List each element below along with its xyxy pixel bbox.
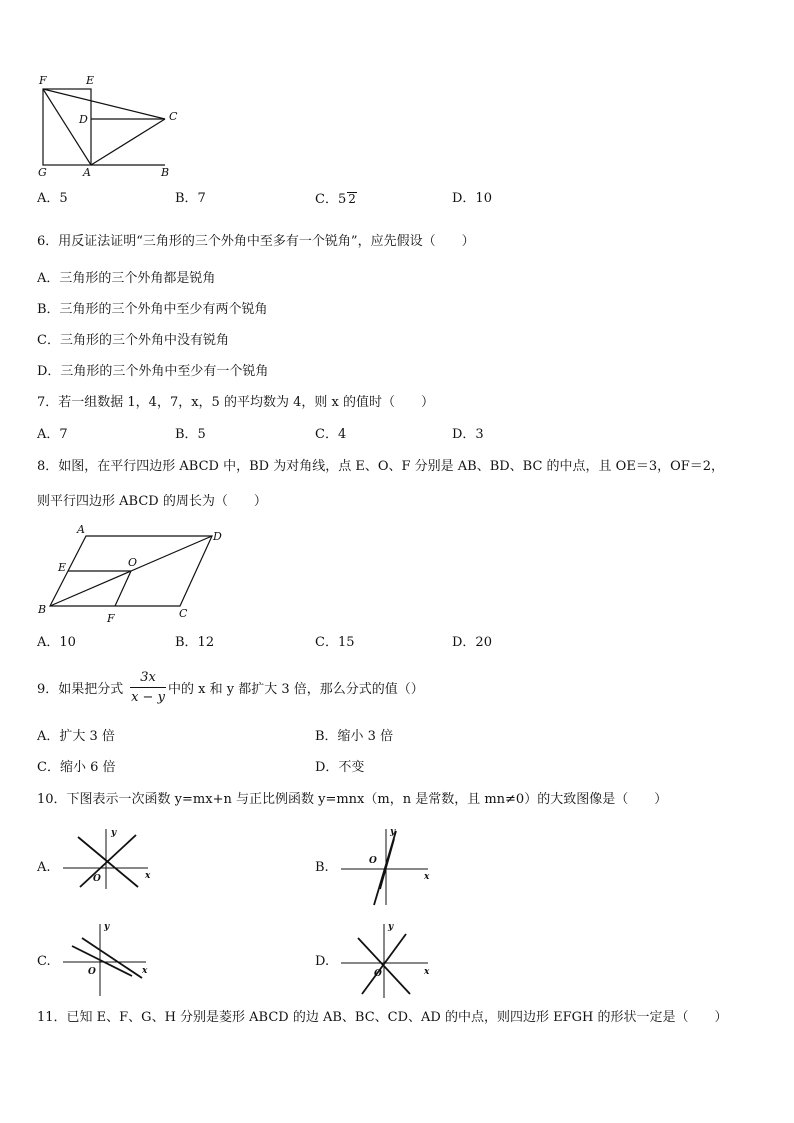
q10-c-origin-label: O — [88, 967, 96, 977]
q10-d-y-label: y — [388, 922, 394, 932]
q10-option-d[interactable]: D. — [315, 954, 330, 969]
q8-label-e: E — [58, 561, 67, 574]
q10-a-y-label: y — [111, 828, 117, 838]
q9-stem-prefix: 9．如果把分式 — [37, 682, 124, 697]
q10-graph-c — [58, 920, 158, 1000]
q5-line-fa — [43, 89, 91, 165]
q8-option-c[interactable]: C．15 — [315, 635, 355, 650]
q8-label-o: O — [128, 556, 138, 569]
q8-stem-line1: 8．如图，在平行四边形 ABCD 中，BD 为对角线，点 E、O、F 分别是 AB、BD、BC 的中点，且 OE＝3，OF＝2， — [37, 459, 725, 474]
q10-stem: 10．下图表示一次函数 y=mx+n 与正比例函数 y=mnx（m，n 是常数，且 mn≠0）的大致图像是（ ） — [37, 792, 668, 807]
q9-fraction — [130, 670, 166, 705]
q8-option-d[interactable]: D．20 — [452, 635, 492, 650]
q7-option-b[interactable]: B．5 — [175, 427, 206, 442]
q7-option-c[interactable]: C．4 — [315, 427, 347, 442]
q5-label-b: B — [161, 166, 170, 179]
q6-option-b[interactable]: B．三角形的三个外角中至少有两个锐角 — [37, 302, 268, 317]
q5-option-d[interactable]: D．10 — [452, 191, 492, 206]
q5-option-a[interactable]: A．5 — [37, 191, 68, 206]
q5-line-ac — [91, 119, 165, 165]
q5-label-g: G — [38, 166, 47, 179]
q8-figure — [34, 520, 234, 628]
q8-label-d: D — [213, 530, 222, 543]
q6-option-d[interactable]: D．三角形的三个外角中至少有一个锐角 — [37, 364, 269, 379]
q7-stem: 7．若一组数据 1，4，7，x，5 的平均数为 4，则 x 的值时（ ） — [37, 395, 434, 410]
q5-label-f: F — [39, 74, 47, 87]
q5-option-c-prefix: C．5 — [315, 192, 347, 207]
q9-stem-suffix: 中的 x 和 y 都扩大 3 倍，那么分式的值（） — [168, 682, 424, 697]
q9-option-b[interactable]: B．缩小 3 倍 — [315, 729, 394, 744]
q10-graph-b — [336, 825, 436, 910]
q10-c-x-label: x — [142, 966, 148, 976]
q9-option-c[interactable]: C．缩小 6 倍 — [37, 760, 116, 775]
q10-option-b[interactable]: B. — [315, 860, 329, 875]
q5-label-a: A — [83, 166, 91, 179]
q10-c-y-label: y — [104, 922, 110, 932]
q9-fraction-numerator: 3x — [140, 670, 156, 685]
q11-stem: 11．已知 E、F、G、H 分别是菱形 ABCD 的边 AB、BC、CD、AD 的中点，则四边形 EFGH 的形状一定是（ ） — [37, 1010, 728, 1025]
q8-label-f: F — [107, 612, 115, 625]
q10-b-line2 — [380, 839, 394, 889]
q9-option-a[interactable]: A．扩大 3 倍 — [37, 729, 115, 744]
q10-graph-a — [58, 825, 158, 895]
q5-label-e: E — [86, 74, 95, 87]
q8-option-b[interactable]: B．12 — [175, 635, 215, 650]
q10-graph-d — [336, 920, 436, 1000]
q10-b-y-label: y — [390, 827, 396, 837]
q10-a-x-label: x — [145, 871, 151, 881]
q10-option-c[interactable]: C. — [37, 954, 51, 969]
q9-fraction-denominator: x − y — [131, 690, 165, 705]
q10-option-a[interactable]: A. — [37, 860, 51, 875]
q10-b-origin-label: O — [369, 856, 377, 866]
q10-d-origin-label: O — [374, 969, 382, 979]
q5-label-c: C — [169, 110, 178, 123]
q5-figure — [34, 72, 194, 182]
q5-label-d: D — [79, 113, 88, 126]
q10-b-x-label: x — [424, 872, 430, 882]
q5-line-fc — [43, 89, 165, 119]
q5-option-c[interactable] — [315, 192, 357, 206]
q6-option-a[interactable]: A．三角形的三个外角都是锐角 — [37, 271, 216, 286]
q7-option-d[interactable]: D．3 — [452, 427, 484, 442]
q8-label-b: B — [38, 603, 47, 616]
q8-stem-line2: 则平行四边形 ABCD 的周长为（ ） — [37, 494, 267, 509]
q7-option-a[interactable]: A．7 — [37, 427, 68, 442]
q10-a-origin-label: O — [93, 874, 101, 884]
q6-stem: 6．用反证法证明“三角形的三个外角中至多有一个锐角”，应先假设（ ） — [37, 234, 475, 249]
q9-option-d[interactable]: D．不变 — [315, 760, 365, 775]
q8-label-a: A — [77, 523, 85, 536]
q8-label-c: C — [179, 607, 188, 620]
q5-option-c-radical: 2 — [348, 192, 356, 206]
q10-d-x-label: x — [424, 967, 430, 977]
q5-option-b[interactable]: B．7 — [175, 191, 206, 206]
q6-option-c[interactable]: C．三角形的三个外角中没有锐角 — [37, 333, 229, 348]
q8-option-a[interactable]: A．10 — [37, 635, 76, 650]
